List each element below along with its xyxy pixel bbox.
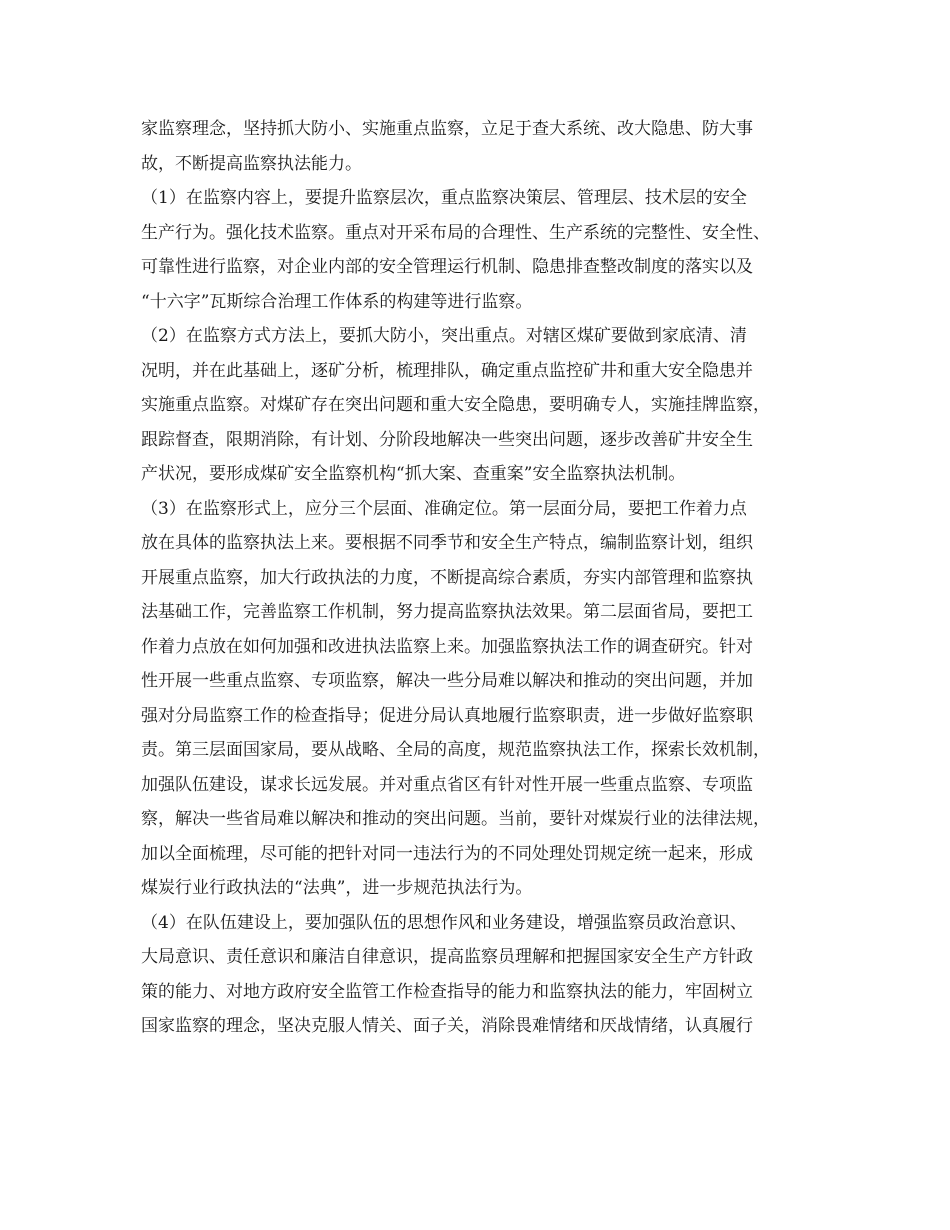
text-line: 责。第三层面国家局，要从战略、全局的高度，规范监察执法工作，探索长效机制，: [141, 740, 770, 760]
text-line: 可靠性进行监察，对企业内部的安全管理运行机制、隐患排查整改制度的落实以及: [141, 257, 753, 277]
text-line: 察，解决一些省局难以解决和推动的突出问题。当前，要针对煤炭行业的法律法规，: [141, 809, 770, 829]
text-line: （2）在监察方式方法上，要抓大防小，突出重点。对辖区煤矿要做到家底清、清: [141, 326, 747, 346]
text-line: （1）在监察内容上，要提升监察层次，重点监察决策层、管理层、技术层的安全: [141, 188, 747, 208]
text-line: 产状况，要形成煤矿安全监察机构“抓大案、查重案”安全监察执法机制。: [141, 464, 686, 484]
text-line: 放在具体的监察执法上来。要根据不同季节和安全生产特点，编制监察计划，组织: [141, 533, 753, 553]
text-line: 强对分局监察工作的检查指导；促进分局认真地履行监察职责，进一步做好监察职: [141, 705, 753, 726]
text-line: 策的能力、对地方政府安全监管工作检查指导的能力和监察执法的能力，牢固树立: [141, 981, 753, 1002]
text-line: 大局意识、责任意识和廉洁自律意识，提高监察员理解和把握国家安全生产方针政: [141, 947, 753, 967]
text-line: 开展重点监察，加大行政执法的力度，不断提高综合素质，夯实内部管理和监察执: [141, 567, 753, 588]
text-line: 实施重点监察。对煤矿存在突出问题和重大安全隐患，要明确专人，实施挂牌监察，: [141, 395, 770, 415]
text-line: 生产行为。强化技术监察。重点对开采布局的合理性、生产系统的完整性、安全性、: [141, 222, 770, 243]
text-line: 故，不断提高监察执法能力。: [141, 153, 362, 174]
text-line: （4）在队伍建设上，要加强队伍的思想作风和业务建设，增强监察员政治意识、: [141, 912, 747, 933]
text-line: “十六字”瓦斯综合治理工作体系的构建等进行监察。: [141, 291, 533, 312]
text-line: 跟踪督查，限期消除，有计划、分阶段地解决一些突出问题，逐步改善矿井安全生: [141, 429, 753, 450]
text-line: 法基础工作，完善监察工作机制，努力提高监察执法效果。第二层面省局，要把工: [141, 602, 753, 622]
text-line: 作着力点放在如何加强和改进执法监察上来。加强监察执法工作的调查研究。针对: [141, 636, 753, 657]
body-text: [141, 112, 821, 1044]
text-line: 煤炭行业行政执法的“法典”，进一步规范执法行为。: [141, 878, 533, 898]
text-line: （3）在监察形式上，应分三个层面、准确定位。第一层面分局，要把工作着力点: [141, 498, 747, 519]
text-line: 家监察理念，坚持抓大防小、实施重点监察，立足于查大系统、改大隐患、防大事: [141, 119, 753, 139]
text-line: 况明，并在此基础上，逐矿分析，梳理排队，确定重点监控矿井和重大安全隐患并: [141, 360, 753, 381]
text-line: 国家监察的理念，坚决克服人情关、面子关，消除畏难情绪和厌战情绪，认真履行: [141, 1016, 753, 1036]
text-line: 加以全面梳理，尽可能的把针对同一违法行为的不同处理处罚规定统一起来，形成: [141, 843, 753, 864]
text-line: 性开展一些重点监察、专项监察，解决一些分局难以解决和推动的突出问题，并加: [141, 671, 753, 691]
text-line: 加强队伍建设，谋求长远发展。并对重点省区有针对性开展一些重点监察、专项监: [141, 774, 753, 795]
